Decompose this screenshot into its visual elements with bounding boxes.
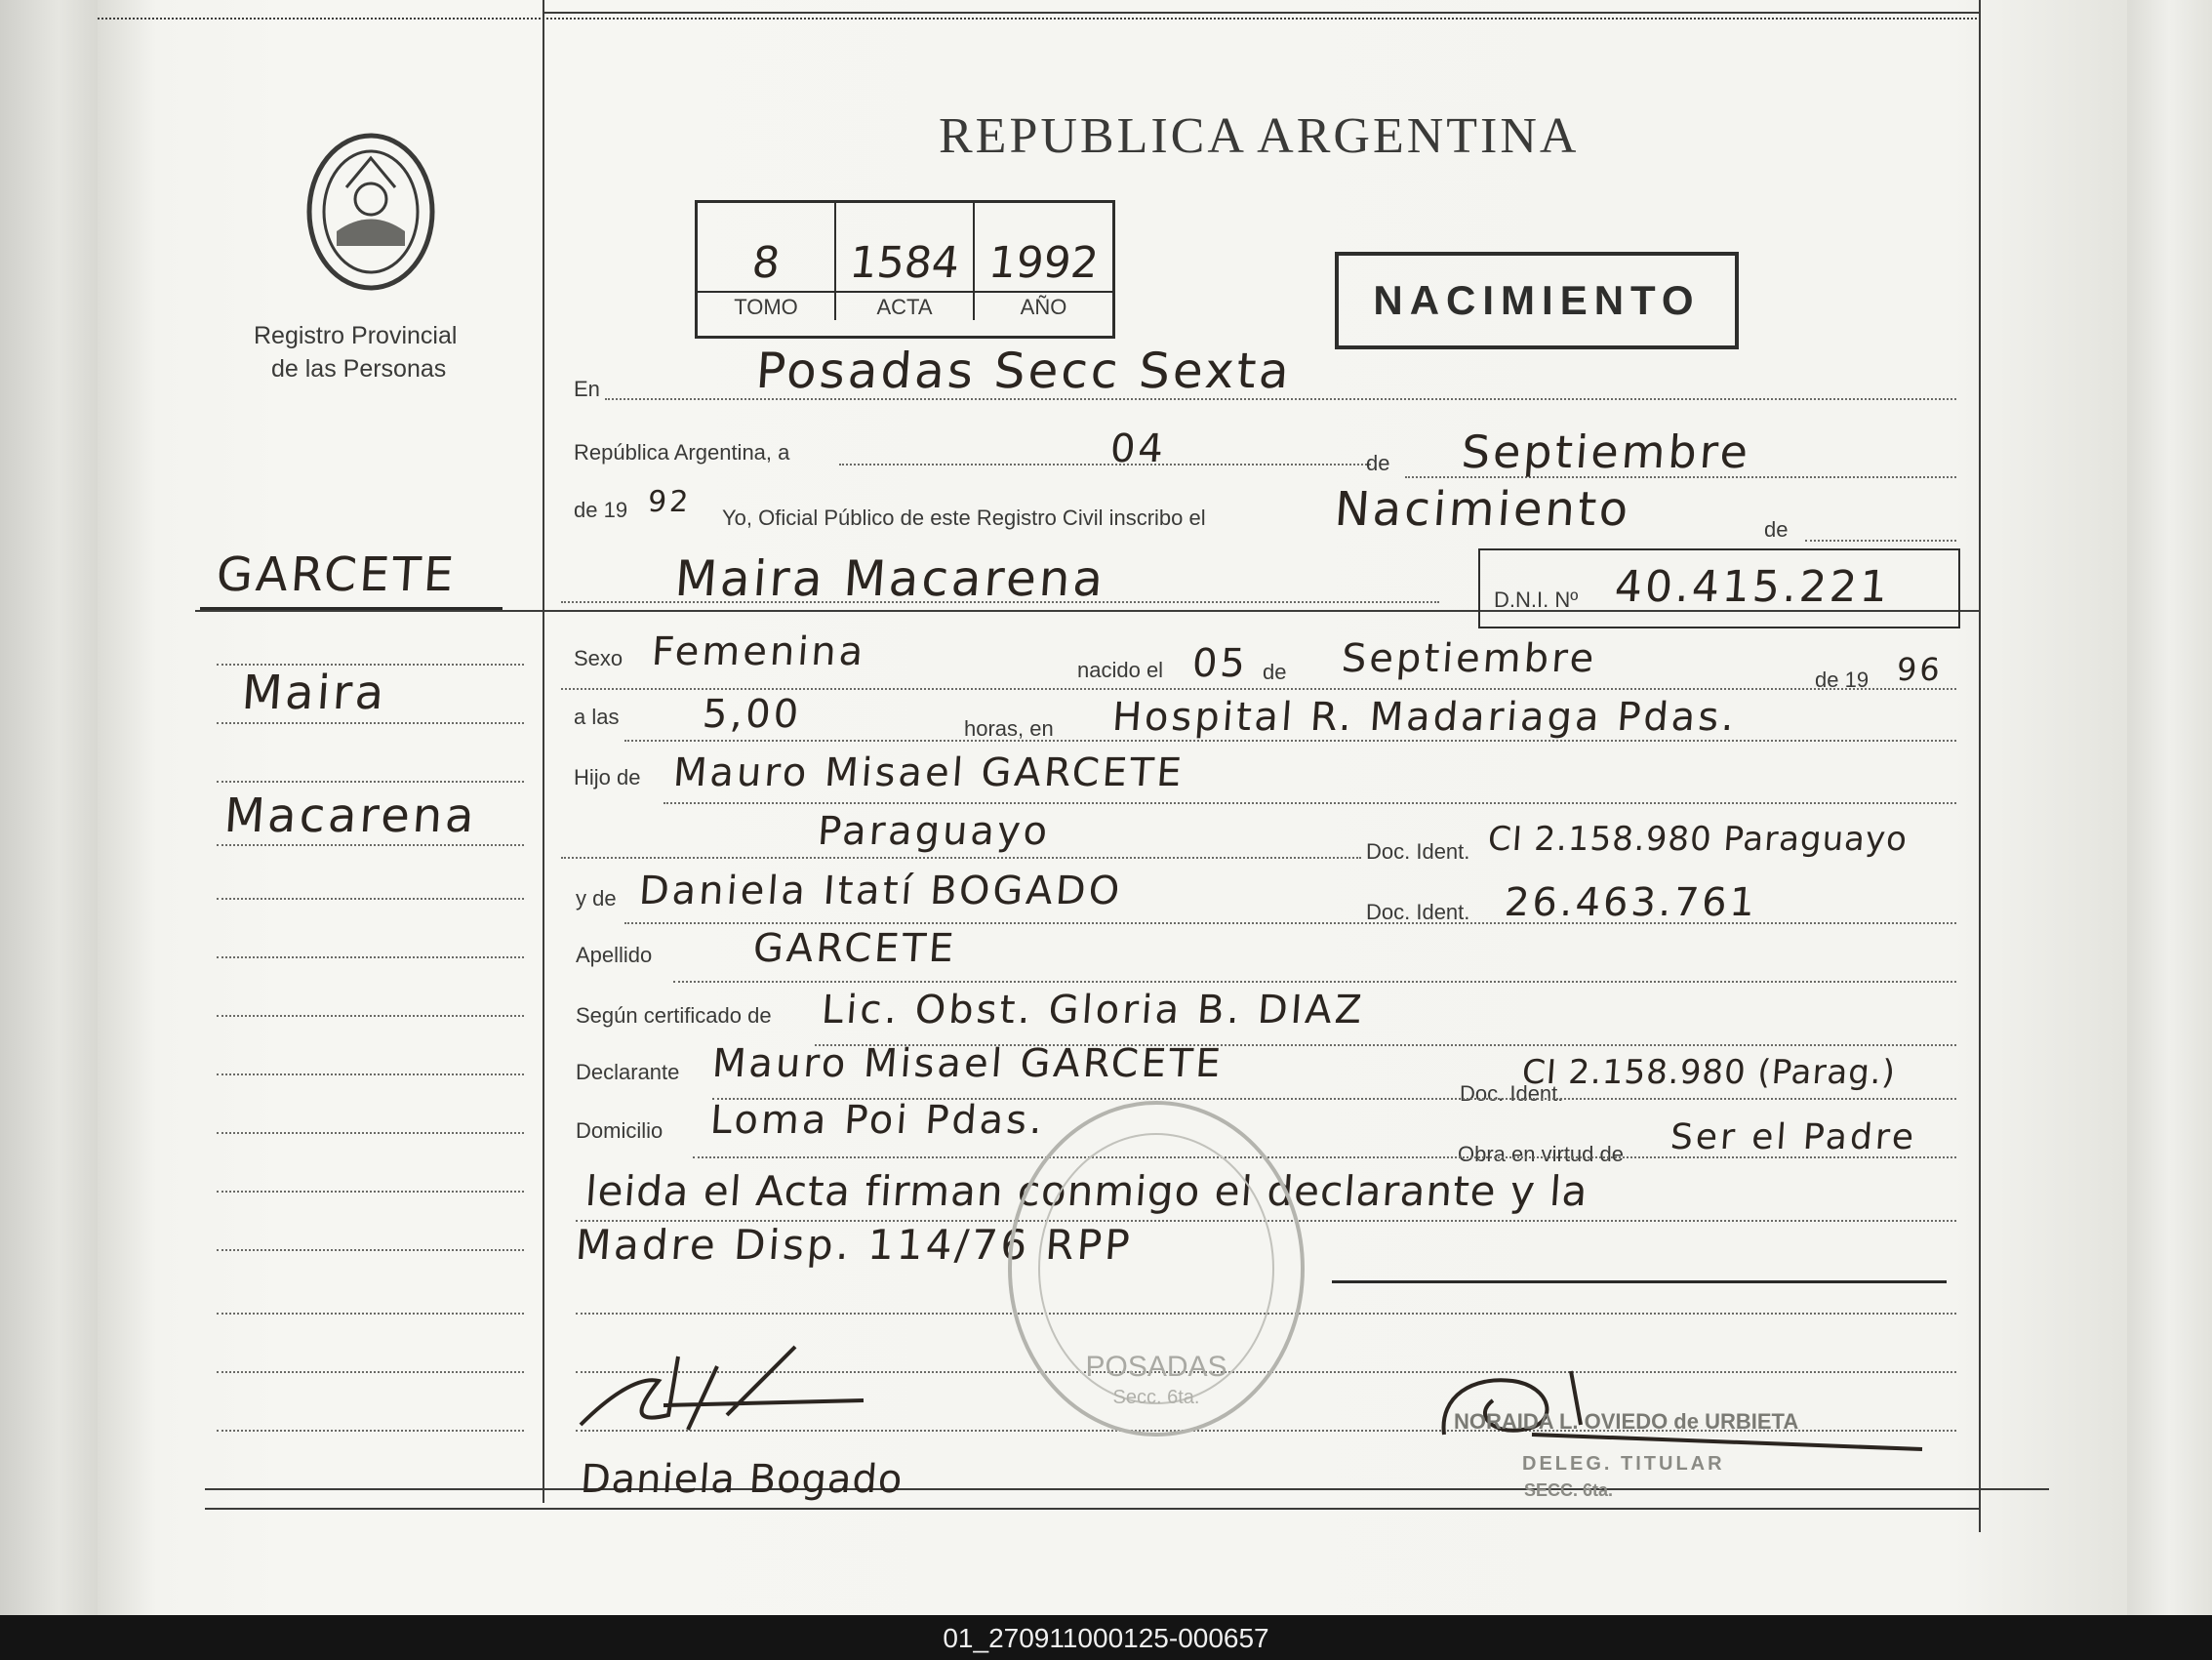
record-type-box bbox=[1335, 252, 1739, 349]
declarante-doc: CI 2.158.980 (Parag.) bbox=[1520, 1053, 1898, 1092]
declarante-value: Mauro Misael GARCETE bbox=[710, 1041, 1226, 1086]
acta-cell bbox=[836, 203, 975, 320]
apellido-label: Apellido bbox=[576, 943, 653, 967]
officer-secc: SECC. 6ta. bbox=[1524, 1480, 1614, 1500]
bottom-border bbox=[205, 1508, 1981, 1510]
doc-label: Doc. Ident. bbox=[1366, 839, 1470, 864]
top-border bbox=[98, 18, 1981, 20]
registry-name-line1: Registro Provincial bbox=[254, 322, 458, 349]
year-suffix: 92 bbox=[646, 485, 693, 519]
de19b-label: de 19 bbox=[1815, 668, 1870, 692]
dni-box bbox=[1478, 548, 1960, 628]
officer-title: DELEG. TITULAR bbox=[1522, 1453, 1725, 1475]
birth-day: 05 bbox=[1190, 641, 1250, 686]
margin-name-1: Maira bbox=[240, 666, 389, 720]
sexo-label: Sexo bbox=[574, 646, 623, 670]
place-value: Hospital R. Madariaga Pdas. bbox=[1110, 695, 1739, 740]
segun-label: Según certificado de bbox=[576, 1003, 772, 1028]
month-value: Septiembre bbox=[1460, 425, 1752, 478]
de3-label: de bbox=[1263, 660, 1287, 684]
notes-line-2: Madre Disp. 114/76 RPP bbox=[574, 1221, 1135, 1269]
en-value: Posadas Secc Sexta bbox=[753, 343, 1294, 399]
declarante-label: Declarante bbox=[576, 1060, 680, 1084]
record-type-label: NACIMIENTO bbox=[1373, 277, 1701, 323]
registry-stamp bbox=[995, 1093, 1317, 1444]
nacido-label: nacido el bbox=[1077, 658, 1164, 682]
republica-label: República Argentina, a bbox=[574, 440, 790, 465]
acta-value: 1584 bbox=[847, 238, 962, 288]
stamp-city: POSADAS bbox=[1085, 1351, 1227, 1383]
domicilio-value: Loma Poi Pdas. bbox=[708, 1098, 1047, 1143]
de19-label: de 19 bbox=[574, 498, 628, 522]
sexo-value: Femenina bbox=[650, 629, 867, 674]
mother-value: Daniela Itatí BOGADO bbox=[637, 869, 1124, 913]
seal-emblem bbox=[298, 129, 444, 295]
yde-label: y de bbox=[576, 886, 617, 911]
column-divider bbox=[543, 0, 544, 1503]
alas-label: a las bbox=[574, 705, 620, 729]
tomo-value: 8 bbox=[749, 238, 783, 288]
birth-month: Septiembre bbox=[1340, 636, 1598, 681]
right-border bbox=[1979, 0, 1981, 1532]
de2-label: de bbox=[1764, 517, 1789, 542]
mother-signature: Daniela Bogado bbox=[579, 1457, 905, 1502]
en-label: En bbox=[574, 377, 600, 401]
document-title: REPUBLICA ARGENTINA bbox=[939, 108, 1580, 164]
hijo-label: Hijo de bbox=[574, 765, 641, 790]
tomo-cell bbox=[698, 203, 836, 320]
margin-name-2: Macarena bbox=[222, 789, 479, 843]
yo-label: Yo, Oficial Público de este Registro Civil inscribo el bbox=[722, 506, 1206, 530]
declarant-signature bbox=[571, 1337, 883, 1454]
top-rule bbox=[543, 12, 1979, 14]
full-name-value: Maira Macarena bbox=[672, 550, 1108, 607]
de-label: de bbox=[1366, 451, 1390, 475]
obra-value: Ser el Padre bbox=[1669, 1117, 1918, 1157]
notes-line-1: leida el Acta firman conmigo el declarante y la bbox=[583, 1167, 1590, 1215]
stamp-secc: Secc. 6ta. bbox=[1112, 1387, 1200, 1408]
horas-label: horas, en bbox=[964, 716, 1054, 741]
officer-name: NORAIDA L. OVIEDO de URBIETA bbox=[1454, 1409, 1799, 1434]
birth-year-suffix: 96 bbox=[1895, 651, 1945, 688]
registry-name-line2: de las Personas bbox=[271, 355, 447, 383]
obra-label: Obra en virtud de bbox=[1458, 1142, 1624, 1166]
bottom-rule bbox=[205, 1488, 2049, 1490]
inscribo-value: Nacimiento bbox=[1333, 482, 1633, 537]
dni-value: 40.415.221 bbox=[1613, 562, 1892, 612]
father-value: Mauro Misael GARCETE bbox=[671, 750, 1186, 795]
doc2-label: Doc. Ident. bbox=[1366, 900, 1470, 924]
acta-label: ACTA bbox=[876, 295, 933, 319]
domicilio-label: Domicilio bbox=[576, 1118, 664, 1143]
tomo-label: TOMO bbox=[734, 295, 798, 319]
doc3-label: Doc. Ident. bbox=[1460, 1081, 1564, 1106]
anio-cell bbox=[975, 203, 1112, 320]
image-caption-bar bbox=[0, 1615, 2212, 1660]
binding-edge-right bbox=[2127, 0, 2212, 1615]
image-filename: 01_270911000125-000657 bbox=[943, 1623, 1269, 1653]
dni-label: D.N.I. Nº bbox=[1494, 587, 1579, 612]
father-nationality: Paraguayo bbox=[816, 809, 1052, 854]
apellido-value: GARCETE bbox=[751, 926, 958, 971]
binding-edge-left bbox=[0, 0, 98, 1615]
father-doc: CI 2.158.980 Paraguayo bbox=[1486, 820, 1910, 859]
margin-surname: GARCETE bbox=[215, 547, 459, 602]
record-box bbox=[695, 200, 1115, 339]
anio-label: AÑO bbox=[1020, 295, 1067, 319]
mother-doc: 26.463.761 bbox=[1503, 880, 1759, 925]
day-value: 04 bbox=[1108, 426, 1168, 471]
segun-value: Lic. Obst. Gloria B. DIAZ bbox=[820, 988, 1366, 1032]
anio-value: 1992 bbox=[985, 238, 1102, 288]
hour-value: 5,00 bbox=[701, 692, 803, 737]
